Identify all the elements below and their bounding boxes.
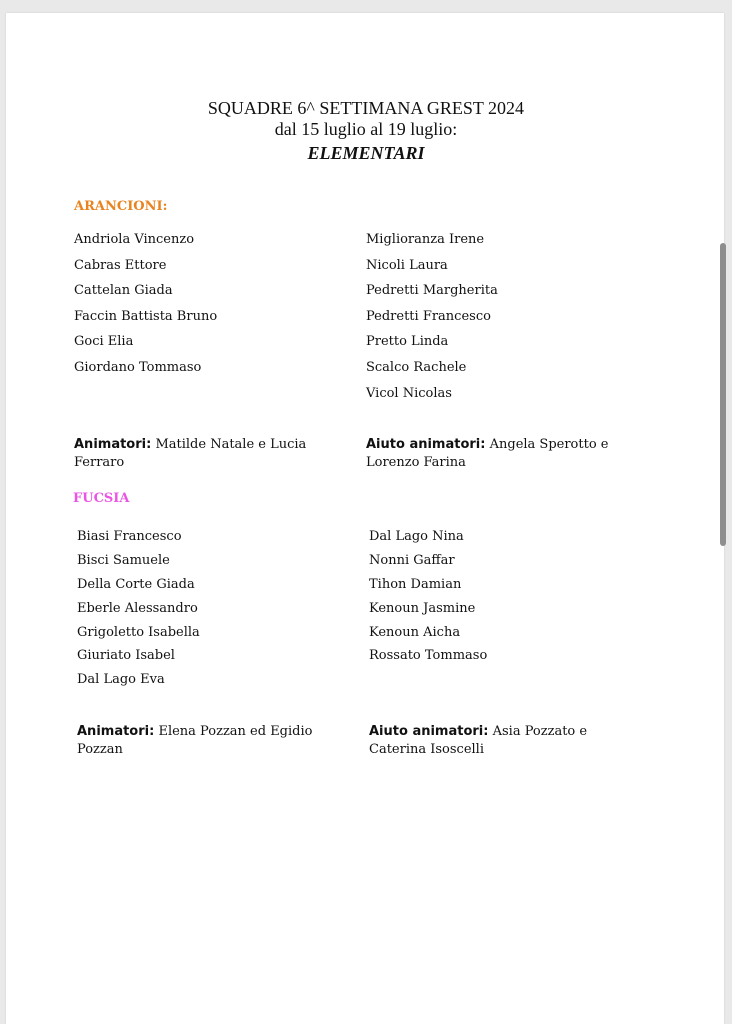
list-item: Grigoletto Isabella (77, 624, 200, 640)
vertical-scrollbar[interactable] (720, 243, 726, 546)
list-item: Nonni Gaffar (369, 552, 455, 568)
list-item: Della Corte Giada (77, 576, 195, 592)
list-item: Giordano Tommaso (74, 359, 202, 375)
list-item: Dal Lago Nina (369, 529, 464, 544)
document-subtitle: ELEMENTARI (307, 143, 425, 163)
list-item: Kenoun Jasmine (369, 600, 476, 616)
animatori-names: Elena Pozzan ed Egidio Pozzan (77, 724, 313, 757)
list-item: Scalco Rachele (366, 359, 467, 375)
list-item: Pretto Linda (366, 334, 449, 350)
team-heading-arancioni: ARANCIONI: (74, 199, 168, 214)
team-fucsia-right-list (369, 529, 487, 672)
list-item: Goci Elia (74, 334, 134, 350)
document-title: SQUADRE 6^ SETTIMANA GREST 2024 (207, 98, 525, 118)
list-item: Cattelan Giada (74, 283, 173, 299)
aiuto-animatori-label: Aiuto animatori: (366, 437, 486, 452)
team-arancioni-aiuto-animatori (366, 436, 646, 472)
list-item: Vicol Nicolas (366, 385, 452, 401)
list-item: Bisci Samuele (77, 552, 170, 568)
list-item: Miglioranza Irene (366, 232, 485, 247)
aiuto-animatori-names: Asia Pozzato e Caterina Isoscelli (369, 724, 588, 757)
list-item: Cabras Ettore (74, 257, 167, 273)
list-item: Pedretti Margherita (366, 283, 498, 299)
team-fucsia-left-list (77, 529, 200, 696)
aiuto-animatori-label: Aiuto animatori: (369, 724, 489, 739)
list-item: Andriola Vincenzo (74, 232, 195, 247)
team-fucsia-animatori (77, 723, 347, 759)
team-arancioni-left-list (74, 232, 217, 386)
team-arancioni-right-list (366, 232, 498, 411)
list-item: Faccin Battista Bruno (74, 308, 218, 324)
team-heading-fucsia: FUCSIA (73, 491, 130, 506)
animatori-names: Matilde Natale e Lucia Ferraro (74, 437, 307, 470)
team-fucsia-aiuto-animatori (369, 723, 639, 759)
list-item: Dal Lago Eva (77, 672, 165, 688)
list-item: Pedretti Francesco (366, 308, 491, 324)
document-date-range: dal 15 luglio al 19 luglio: (274, 119, 458, 139)
aiuto-animatori-names: Angela Sperotto e Lorenzo Farina (366, 437, 609, 470)
list-item: Giuriato Isabel (77, 648, 175, 664)
animatori-label: Animatori: (74, 437, 152, 452)
list-item: Tihon Damian (369, 576, 462, 592)
list-item: Rossato Tommaso (369, 648, 488, 664)
list-item: Nicoli Laura (366, 257, 448, 273)
list-item: Kenoun Aicha (369, 624, 461, 640)
list-item: Biasi Francesco (77, 529, 182, 544)
animatori-label: Animatori: (77, 724, 155, 739)
document-page (6, 13, 724, 1024)
list-item: Eberle Alessandro (77, 600, 198, 616)
team-arancioni-animatori (74, 436, 344, 472)
